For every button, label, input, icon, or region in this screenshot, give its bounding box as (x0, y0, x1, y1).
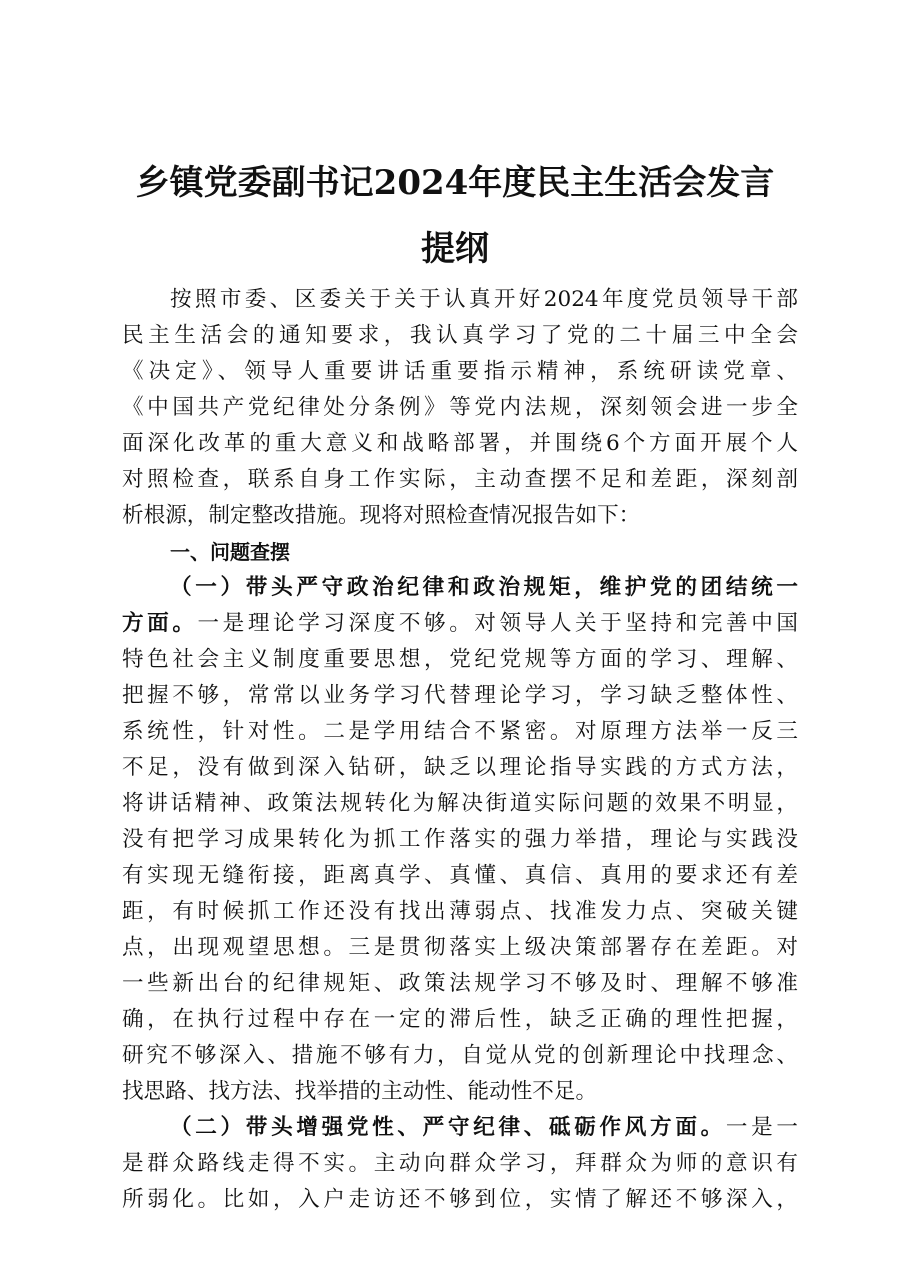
body-line: 研究不够深入、措施不够有力，自觉从党的创新理论中找理念、 (122, 1043, 798, 1068)
body-text: 一是一 (725, 1115, 798, 1140)
subsection-heading: （二）带头增强党性、严守纪律、砥砺作风方面。 (170, 1115, 726, 1140)
body-line: 没有把学习成果转化为抓工作落实的强力举措，理论与实践没 (122, 827, 798, 852)
body-line (122, 1110, 798, 1146)
intro-line: 《中国共产党纪律处分条例》等党内法规，深刻领会进一步全 (122, 395, 798, 420)
intro-line: 面深化改革的重大意义和战略部署，并围绕6个方面开展个人 (122, 431, 798, 456)
body-line: 一些新出台的纪律规矩、政策法规学习不够及时、理解不够准 (122, 971, 798, 996)
body-line: 找思路、找方法、找举措的主动性、能动性不足。 (122, 1079, 598, 1104)
body-line: 特色社会主义制度重要思想，党纪党规等方面的学习、理解、 (122, 647, 798, 672)
intro-line: 析根源，制定整改措施。现将对照检查情况报告如下： (122, 503, 641, 528)
body-line: 将讲话精神、政策法规转化为解决街道实际问题的效果不明显， (122, 791, 798, 816)
body-line: 确，在执行过程中存在一定的滞后性，缺乏正确的理性把握， (122, 1007, 798, 1032)
subsection-heading-end: 方面。 (122, 611, 198, 636)
body-line: 距，有时候抓工作还没有找出薄弱点、找准发力点、突破关键 (122, 899, 798, 924)
intro-line: 《决定》、领导人重要讲话重要指示精神，系统研读党章、 (122, 359, 798, 384)
section-heading: 一、问题查摆 (170, 540, 290, 564)
document-title: 乡镇党委副书记2024年度民主生活会发言提纲 (135, 163, 775, 269)
subsection-heading: （一）带头严守政治纪律和政治规矩，维护党的团结统一 (170, 575, 798, 600)
body-line (122, 606, 798, 642)
document-body (122, 282, 798, 1218)
body-line: 所弱化。比如，入户走访还不够到位，实情了解还不够深入， (122, 1187, 798, 1212)
body-line: 把握不够，常常以业务学习代替理论学习，学习缺乏整体性、 (122, 683, 798, 708)
intro-line: 按照市委、区委关于关于认真开好2024年度党员领导干部 (170, 287, 798, 312)
body-line: 是群众路线走得不实。主动向群众学习，拜群众为师的意识有 (122, 1151, 798, 1176)
body-line: 点，出现观望思想。三是贯彻落实上级决策部署存在差距。对 (122, 935, 798, 960)
intro-line: 对照检查，联系自身工作实际，主动查摆不足和差距，深刻剖 (122, 467, 798, 492)
intro-line: 民主生活会的通知要求，我认真学习了党的二十届三中全会 (122, 323, 798, 348)
body-text: 一是理论学习深度不够。对领导人关于坚持和完善中国 (197, 611, 798, 636)
body-line: 不足，没有做到深入钻研，缺乏以理论指导实践的方式方法， (122, 755, 798, 780)
body-line: 有实现无缝衔接，距离真学、真懂、真信、真用的要求还有差 (122, 863, 798, 888)
body-line: 系统性，针对性。二是学用结合不紧密。对原理方法举一反三 (122, 719, 798, 744)
